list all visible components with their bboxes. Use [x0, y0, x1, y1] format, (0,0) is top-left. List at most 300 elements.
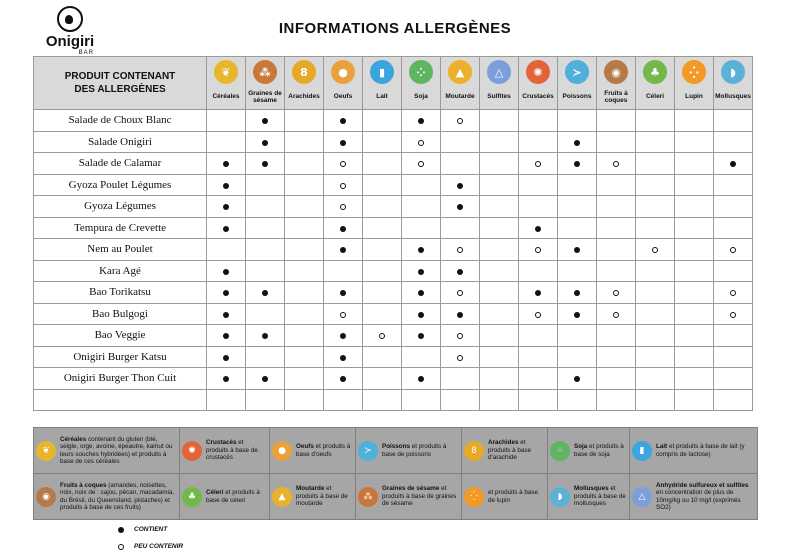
allergen-cell — [246, 239, 285, 261]
allergen-cell — [519, 217, 558, 239]
allergen-header-milk — [363, 57, 402, 110]
allergen-cell — [285, 196, 324, 218]
allergen-cell — [597, 282, 636, 304]
legend-title: Soja — [574, 443, 588, 450]
allergen-cell — [285, 131, 324, 153]
milk-icon: ▮ — [370, 60, 394, 84]
allergen-cell — [246, 153, 285, 175]
allergen-label: Oeufs — [333, 93, 353, 100]
allergen-cell — [597, 153, 636, 175]
key-may-contain — [118, 543, 183, 550]
legend-title: Moutarde — [296, 485, 325, 493]
lupin-icon: ⁛ — [682, 60, 706, 84]
shell-icon: ◗ — [721, 60, 745, 84]
contains-dot-icon — [223, 355, 229, 361]
allergen-cell — [714, 368, 753, 390]
product-name: Onigiri Burger Katsu — [34, 346, 207, 368]
allergen-header-sulfite — [480, 57, 519, 110]
allergen-cell — [324, 196, 363, 218]
may-contain-ring-icon — [340, 161, 346, 167]
legend-entry — [270, 428, 356, 474]
product-name: Tempura de Crevette — [34, 217, 207, 239]
allergen-header-sesame — [246, 57, 285, 110]
allergen-cell — [441, 325, 480, 347]
may-contain-ring-icon — [535, 312, 541, 318]
allergen-cell — [597, 110, 636, 132]
contains-dot-icon — [340, 226, 346, 232]
contains-dot-icon — [262, 140, 268, 146]
allergen-cell — [402, 325, 441, 347]
legend-text: et produits à base de mollusques — [574, 485, 626, 508]
legend-entry — [34, 474, 180, 520]
legend-entry — [630, 474, 758, 520]
wheat-icon: ❦ — [214, 60, 238, 84]
allergen-cell — [558, 110, 597, 132]
mustard-icon: ▲ — [272, 487, 292, 507]
mustard-icon: ▲ — [448, 60, 472, 84]
contains-dot-icon — [574, 140, 580, 146]
table-row — [34, 174, 753, 196]
may-contain-ring-icon — [457, 355, 463, 361]
allergen-cell — [324, 153, 363, 175]
allergen-cell — [363, 196, 402, 218]
contains-dot-icon — [457, 204, 463, 210]
may-contain-ring-icon — [457, 247, 463, 253]
allergen-cell — [207, 282, 246, 304]
contains-dot-icon — [457, 312, 463, 318]
allergen-cell — [285, 303, 324, 325]
allergen-cell — [675, 389, 714, 411]
allergen-cell — [714, 110, 753, 132]
legend-entry — [34, 428, 180, 474]
contains-dot-icon — [574, 312, 580, 318]
legend-text: et produits à base de poissons — [382, 443, 447, 458]
allergen-cell — [207, 110, 246, 132]
legend-text: et produits à base de moutarde — [296, 485, 348, 508]
allergen-cell — [285, 174, 324, 196]
allergen-cell — [207, 368, 246, 390]
allergen-cell — [597, 346, 636, 368]
allergen-cell — [636, 346, 675, 368]
allergen-cell — [597, 217, 636, 239]
allergen-cell — [402, 346, 441, 368]
allergen-cell — [363, 368, 402, 390]
allergen-cell — [675, 131, 714, 153]
peanut-icon: 8 — [464, 441, 484, 461]
contains-dot-icon — [223, 204, 229, 210]
allergen-header-celery — [636, 57, 675, 110]
allergen-cell — [636, 260, 675, 282]
allergen-cell — [675, 239, 714, 261]
allergen-cell — [519, 153, 558, 175]
allergen-header-egg — [324, 57, 363, 110]
allergen-cell — [441, 174, 480, 196]
allergen-cell — [402, 239, 441, 261]
allergen-cell — [519, 131, 558, 153]
allergen-cell — [519, 303, 558, 325]
legend-text: et produits à base de lait (y compris de lactose) — [656, 443, 745, 458]
may-contain-ring-icon — [613, 290, 619, 296]
allergen-label: Arachides — [288, 93, 320, 100]
allergen-cell — [558, 368, 597, 390]
legend-entry — [462, 428, 548, 474]
allergen-cell — [324, 346, 363, 368]
allergen-cell — [675, 196, 714, 218]
contains-dot-icon — [223, 312, 229, 318]
allergen-cell — [558, 239, 597, 261]
allergen-cell — [441, 282, 480, 304]
allergen-label: Céleri — [645, 93, 665, 100]
allergen-cell — [480, 368, 519, 390]
table-row — [34, 346, 753, 368]
allergen-cell — [636, 217, 675, 239]
allergen-label: Poissons — [562, 93, 592, 100]
allergen-label: Moutarde — [445, 93, 475, 100]
allergen-cell — [714, 389, 753, 411]
product-name: Salade de Calamar — [34, 153, 207, 175]
allergen-cell — [480, 153, 519, 175]
allergen-cell — [324, 303, 363, 325]
legend-text: et produits à base de graines de sésame — [382, 485, 457, 508]
contains-dot-icon — [418, 290, 424, 296]
legend-entry — [180, 474, 270, 520]
allergen-cell — [246, 303, 285, 325]
allergen-cell — [363, 389, 402, 411]
allergen-cell — [402, 131, 441, 153]
allergen-cell — [402, 174, 441, 196]
allergen-cell — [363, 239, 402, 261]
allergen-cell — [558, 153, 597, 175]
allergen-cell — [675, 153, 714, 175]
allergen-cell — [402, 196, 441, 218]
legend-entry — [180, 428, 270, 474]
legend-text: contenant du gluten (blé, seigle, orge, avoine, épeautre, kamut ou leurs souches hybridées) et produits à base de ces céréales — [60, 435, 173, 465]
allergen-cell — [519, 368, 558, 390]
may-contain-ring-icon — [457, 333, 463, 339]
fish-icon: ≻ — [358, 441, 378, 461]
contains-dot-icon — [223, 226, 229, 232]
legend-text: et produits à base de crustacés — [206, 439, 258, 462]
allergen-header-fish — [558, 57, 597, 110]
contains-dot-icon — [340, 118, 346, 124]
allergen-label: Mollusques — [715, 93, 751, 100]
may-contain-ring-icon — [457, 290, 463, 296]
allergen-cell — [480, 217, 519, 239]
allergen-cell — [480, 131, 519, 153]
allergen-cell — [597, 260, 636, 282]
may-contain-ring-icon — [535, 247, 541, 253]
allergen-cell — [597, 389, 636, 411]
allergen-cell — [363, 110, 402, 132]
legend-title: Fruits à coques — [60, 481, 107, 489]
product-column-header — [34, 57, 207, 110]
legend-text: et produits à base d'oeufs — [296, 443, 351, 458]
may-contain-ring-icon — [379, 333, 385, 339]
allergen-cell — [324, 260, 363, 282]
contains-dot-icon — [340, 333, 346, 339]
allergen-cell — [441, 110, 480, 132]
contains-dot-icon — [340, 290, 346, 296]
allergen-cell — [363, 131, 402, 153]
allergen-cell — [324, 131, 363, 153]
allergen-cell — [207, 303, 246, 325]
allergen-cell — [480, 282, 519, 304]
contains-dot-icon — [418, 269, 424, 275]
allergen-cell — [519, 346, 558, 368]
may-contain-ring-icon — [613, 312, 619, 318]
legend-title: Arachides — [488, 439, 519, 447]
allergen-cell — [480, 325, 519, 347]
allergen-cell — [363, 282, 402, 304]
allergen-cell — [207, 131, 246, 153]
allergen-cell — [597, 239, 636, 261]
table-row — [34, 260, 753, 282]
allergen-cell — [558, 389, 597, 411]
crab-icon: ✺ — [182, 441, 202, 461]
contains-dot-icon — [574, 161, 580, 167]
allergen-cell — [285, 239, 324, 261]
crab-icon: ✺ — [526, 60, 550, 84]
allergen-cell — [675, 282, 714, 304]
legend-title: Lait — [656, 443, 668, 450]
table-row — [34, 325, 753, 347]
product-name: Bao Veggie — [34, 325, 207, 347]
product-name: Kara Agé — [34, 260, 207, 282]
legend-entry — [356, 428, 462, 474]
allergen-cell — [441, 346, 480, 368]
may-contain-ring-icon — [535, 161, 541, 167]
allergen-label: Soja — [414, 93, 428, 100]
allergen-cell — [246, 282, 285, 304]
legend-title: Céleri — [206, 489, 224, 496]
allergen-cell — [558, 303, 597, 325]
allergen-cell — [597, 174, 636, 196]
product-name: Gyoza Poulet Légumes — [34, 174, 207, 196]
allergen-cell — [714, 217, 753, 239]
allergen-cell — [519, 174, 558, 196]
contains-dot-icon — [223, 376, 229, 382]
allergen-cell — [714, 282, 753, 304]
allergen-cell — [246, 325, 285, 347]
allergen-cell — [636, 110, 675, 132]
may-contain-ring-icon — [730, 312, 736, 318]
legend-entry — [270, 474, 356, 520]
allergen-cell — [636, 368, 675, 390]
legend-text: et produits à base de céleri — [206, 489, 260, 504]
legend-text: et produits à base d'arachide — [488, 439, 532, 462]
allergen-cell — [324, 389, 363, 411]
logo-brand: Onigiri — [45, 33, 95, 50]
contains-dot-icon — [262, 118, 268, 124]
allergen-cell — [402, 217, 441, 239]
sulfite-icon: △ — [487, 60, 511, 84]
may-contain-ring-icon — [118, 544, 124, 550]
key-contains-label: CONTIENT — [134, 526, 168, 533]
allergen-cell — [558, 260, 597, 282]
allergen-cell — [636, 389, 675, 411]
may-contain-ring-icon — [340, 183, 346, 189]
allergen-cell — [363, 217, 402, 239]
contains-dot-icon — [223, 161, 229, 167]
table-row — [34, 389, 753, 411]
peanut-icon: 8 — [292, 60, 316, 84]
legend-entry — [630, 428, 758, 474]
allergen-cell — [519, 389, 558, 411]
celery-icon: ♣ — [643, 60, 667, 84]
legend-text: et produits à base de soja — [574, 443, 624, 458]
allergen-cell — [207, 346, 246, 368]
contains-dot-icon — [418, 118, 424, 124]
may-contain-ring-icon — [652, 247, 658, 253]
may-contain-ring-icon — [418, 140, 424, 146]
allergen-cell — [714, 260, 753, 282]
allergen-cell — [597, 303, 636, 325]
contains-dot-icon — [340, 355, 346, 361]
allergen-cell — [285, 389, 324, 411]
contains-dot-icon — [418, 333, 424, 339]
legend-title: Céréales — [60, 435, 87, 443]
product-name: Bao Bulgogi — [34, 303, 207, 325]
contains-dot-icon — [262, 333, 268, 339]
nut-icon: ◉ — [36, 487, 56, 507]
legend-entry — [462, 474, 548, 520]
contains-dot-icon — [535, 290, 541, 296]
milk-icon: ▮ — [632, 441, 652, 461]
sesame-icon: ⁂ — [358, 487, 378, 507]
allergen-label: Crustacés — [522, 93, 554, 100]
contains-dot-icon — [340, 247, 346, 253]
allergen-cell — [636, 174, 675, 196]
allergen-cell — [285, 368, 324, 390]
allergen-cell — [207, 174, 246, 196]
allergen-cell — [480, 110, 519, 132]
allergen-cell — [441, 389, 480, 411]
contains-dot-icon — [262, 161, 268, 167]
legend-text: en concentration de plus de 10mg/kg ou 10 mg/l (exprimés SO2) — [656, 489, 741, 511]
key-may-contain-label: PEU CONTENIR — [134, 543, 184, 550]
allergen-cell — [402, 260, 441, 282]
allergen-cell — [675, 260, 714, 282]
allergen-cell — [246, 174, 285, 196]
allergen-cell — [402, 368, 441, 390]
egg-icon: ● — [272, 441, 292, 461]
allergen-cell — [441, 303, 480, 325]
legend-entry — [356, 474, 462, 520]
allergen-cell — [636, 325, 675, 347]
allergen-cell — [480, 239, 519, 261]
allergen-cell — [246, 368, 285, 390]
allergen-cell — [480, 196, 519, 218]
allergen-cell — [441, 153, 480, 175]
allergen-label: Lupin — [685, 93, 703, 100]
shell-icon: ◗ — [550, 487, 570, 507]
may-contain-ring-icon — [730, 247, 736, 253]
legend-title: Graines de sésame — [382, 485, 440, 493]
allergen-matrix — [33, 56, 753, 411]
allergen-cell — [285, 217, 324, 239]
allergen-cell — [402, 110, 441, 132]
allergen-cell — [285, 153, 324, 175]
soy-icon: ⁘ — [409, 60, 433, 84]
contains-dot-icon — [535, 226, 541, 232]
product-name: Salade de Choux Blanc — [34, 110, 207, 132]
allergen-cell — [207, 196, 246, 218]
allergen-cell — [207, 325, 246, 347]
allergen-label: Céréales — [212, 93, 240, 100]
allergen-cell — [675, 303, 714, 325]
allergen-cell — [636, 196, 675, 218]
allergen-cell — [519, 239, 558, 261]
may-contain-ring-icon — [730, 290, 736, 296]
allergen-label: Sulfites — [487, 93, 511, 100]
allergen-cell — [519, 282, 558, 304]
allergen-cell — [675, 325, 714, 347]
allergen-cell — [441, 260, 480, 282]
allergen-cell — [402, 282, 441, 304]
allergen-cell — [714, 346, 753, 368]
allergen-cell — [207, 153, 246, 175]
allergen-cell — [246, 110, 285, 132]
page-title: INFORMATIONS ALLERGÈNES — [278, 20, 512, 37]
table-row — [34, 282, 753, 304]
legend-entry — [548, 474, 630, 520]
product-header-line2: DES ALLERGÈNES — [74, 84, 166, 95]
allergen-cell — [207, 260, 246, 282]
allergen-cell — [519, 196, 558, 218]
allergen-cell — [285, 260, 324, 282]
allergen-header-lupin — [675, 57, 714, 110]
contains-dot-icon — [340, 140, 346, 146]
allergen-cell — [558, 217, 597, 239]
table-row — [34, 153, 753, 175]
sulfite-icon: △ — [632, 487, 652, 507]
allergen-cell — [597, 368, 636, 390]
allergen-cell — [441, 217, 480, 239]
contains-dot-icon — [223, 333, 229, 339]
allergen-cell — [441, 368, 480, 390]
table-row — [34, 131, 753, 153]
allergen-cell — [480, 174, 519, 196]
product-name: Gyoza Légumes — [34, 196, 207, 218]
allergen-cell — [519, 260, 558, 282]
logo-sub: BAR — [78, 50, 94, 56]
contains-dot-icon — [223, 183, 229, 189]
allergen-cell — [246, 131, 285, 153]
allergen-cell — [558, 174, 597, 196]
may-contain-ring-icon — [340, 312, 346, 318]
allergen-cell — [558, 282, 597, 304]
allergen-cell — [636, 303, 675, 325]
contains-dot-icon — [574, 376, 580, 382]
allergen-cell — [675, 368, 714, 390]
legend-text: et produits à base de lupin — [488, 489, 539, 504]
legend-entry — [548, 428, 630, 474]
allergen-cell — [363, 303, 402, 325]
contains-dot-icon — [262, 376, 268, 382]
allergen-cell — [558, 131, 597, 153]
contains-dot-icon — [340, 376, 346, 382]
allergen-header-mustard — [441, 57, 480, 110]
contains-dot-icon — [730, 161, 736, 167]
allergen-cell — [714, 174, 753, 196]
allergen-cell — [675, 110, 714, 132]
allergen-legend — [33, 427, 758, 520]
allergen-cell — [246, 217, 285, 239]
allergen-cell — [636, 131, 675, 153]
product-name: Salade Onigiri — [34, 131, 207, 153]
table-row — [34, 217, 753, 239]
allergen-cell — [714, 131, 753, 153]
